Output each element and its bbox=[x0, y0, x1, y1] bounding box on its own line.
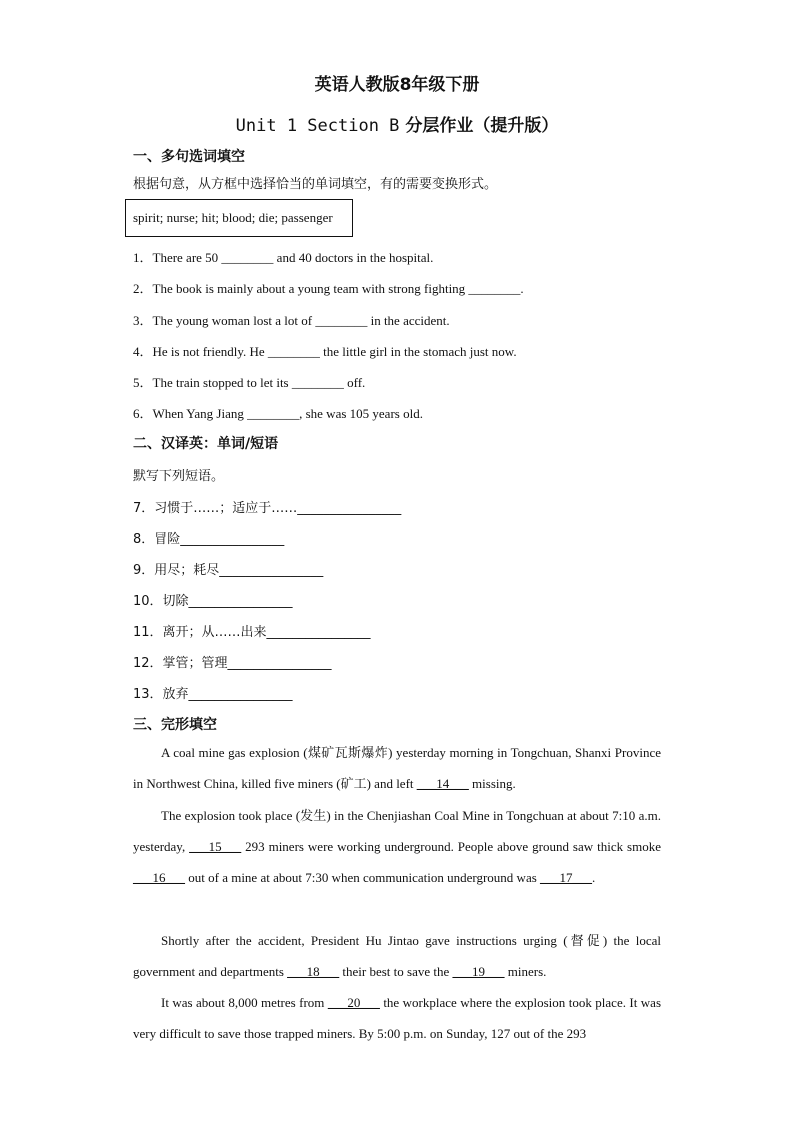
cloze-p1-text-a: A coal mine gas explosion (煤矿瓦斯爆炸) yesterday morning in Tongchuan, Shanxi Province in Northwest China, killed five miners (矿工) and left bbox=[133, 745, 661, 791]
blank-18: ___18___ bbox=[287, 964, 340, 979]
cloze-p1-text-b: missing. bbox=[468, 776, 516, 791]
blank-16: ___16___ bbox=[133, 870, 185, 885]
cloze-p2-text-c: out of a mine at about 7:30 when communication underground was bbox=[185, 870, 541, 885]
question-7: 7．习惯于……；适应于……________________ bbox=[133, 501, 402, 516]
blank-20: ___20___ bbox=[327, 995, 380, 1010]
section1-heading: 一、多句选词填空 bbox=[133, 149, 245, 165]
question-12: 12．掌管；管理________________ bbox=[133, 656, 332, 671]
cloze-paragraph-3 bbox=[133, 925, 661, 987]
question-6: 6．When Yang Jiang ________, she was 105 years old. bbox=[133, 406, 423, 421]
page-subtitle bbox=[0, 111, 794, 136]
page-title: 英语人教版8年级下册 bbox=[314, 75, 480, 95]
cloze-p3-text-c: miners. bbox=[504, 964, 547, 979]
question-11: 11．离开；从……出来________________ bbox=[133, 625, 371, 640]
subtitle-level: 分层作业（提升版） bbox=[399, 116, 559, 136]
question-8: 8．冒险________________ bbox=[133, 532, 285, 547]
cloze-p3-text-b: their best to save the bbox=[339, 964, 453, 979]
question-3: 3．The young woman lost a lot of ________ in the accident. bbox=[133, 313, 450, 328]
word-box bbox=[125, 199, 353, 237]
question-10: 10．切除________________ bbox=[133, 594, 293, 609]
subtitle-unit: Unit 1 Section B bbox=[235, 116, 400, 136]
blank-17: ___17___ bbox=[540, 870, 593, 885]
cloze-p2-text-b: 293 miners were working underground. People above ground saw thick smoke bbox=[241, 839, 661, 854]
section1-instruction: 根据句意，从方框中选择恰当的单词填空，有的需要变换形式。 bbox=[133, 177, 498, 192]
cloze-p2-text-d: . bbox=[592, 870, 596, 885]
question-9: 9．用尽；耗尽________________ bbox=[133, 563, 324, 578]
cloze-p4-text-b: the workplace where the explosion took place. It was very difficult to save those trapped miners. By 5:00 p.m. on Sunday, 127 out of the 293 bbox=[133, 995, 662, 1041]
question-1: 1．There are 50 ________ and 40 doctors in the hospital. bbox=[133, 250, 434, 265]
question-5: 5．The train stopped to let its ________ off. bbox=[133, 375, 366, 390]
cloze-p4-text-a: It was about 8,000 metres from bbox=[161, 995, 328, 1010]
section2-instruction: 默写下列短语。 bbox=[133, 469, 225, 484]
cloze-p2-text-a: The explosion took place (发生) in the Chenjiashan Coal Mine in Tongchuan at about 7:10 a.m. yesterday, bbox=[133, 808, 661, 854]
cloze-paragraph-1 bbox=[133, 737, 661, 799]
cloze-paragraph-4 bbox=[133, 987, 661, 1049]
blank-15: ___15___ bbox=[189, 839, 242, 854]
word-box-text: spirit; nurse; hit; blood; die; passenger bbox=[133, 210, 333, 225]
blank-19: ___19___ bbox=[452, 964, 505, 979]
blank-14: ___14___ bbox=[416, 776, 469, 791]
cloze-p3-text-a: Shortly after the accident, President Hu Jintao gave instructions urging (督促) the local government and departments bbox=[133, 933, 661, 979]
question-13: 13．放弃________________ bbox=[133, 687, 293, 702]
question-4: 4．He is not friendly. He ________ the little girl in the stomach just now. bbox=[133, 344, 517, 359]
cloze-paragraph-2 bbox=[133, 800, 661, 893]
section3-heading: 三、完形填空 bbox=[133, 717, 217, 733]
section2-heading: 二、汉译英：单词/短语 bbox=[133, 436, 279, 452]
question-2: 2．The book is mainly about a young team with strong fighting ________. bbox=[133, 281, 524, 296]
